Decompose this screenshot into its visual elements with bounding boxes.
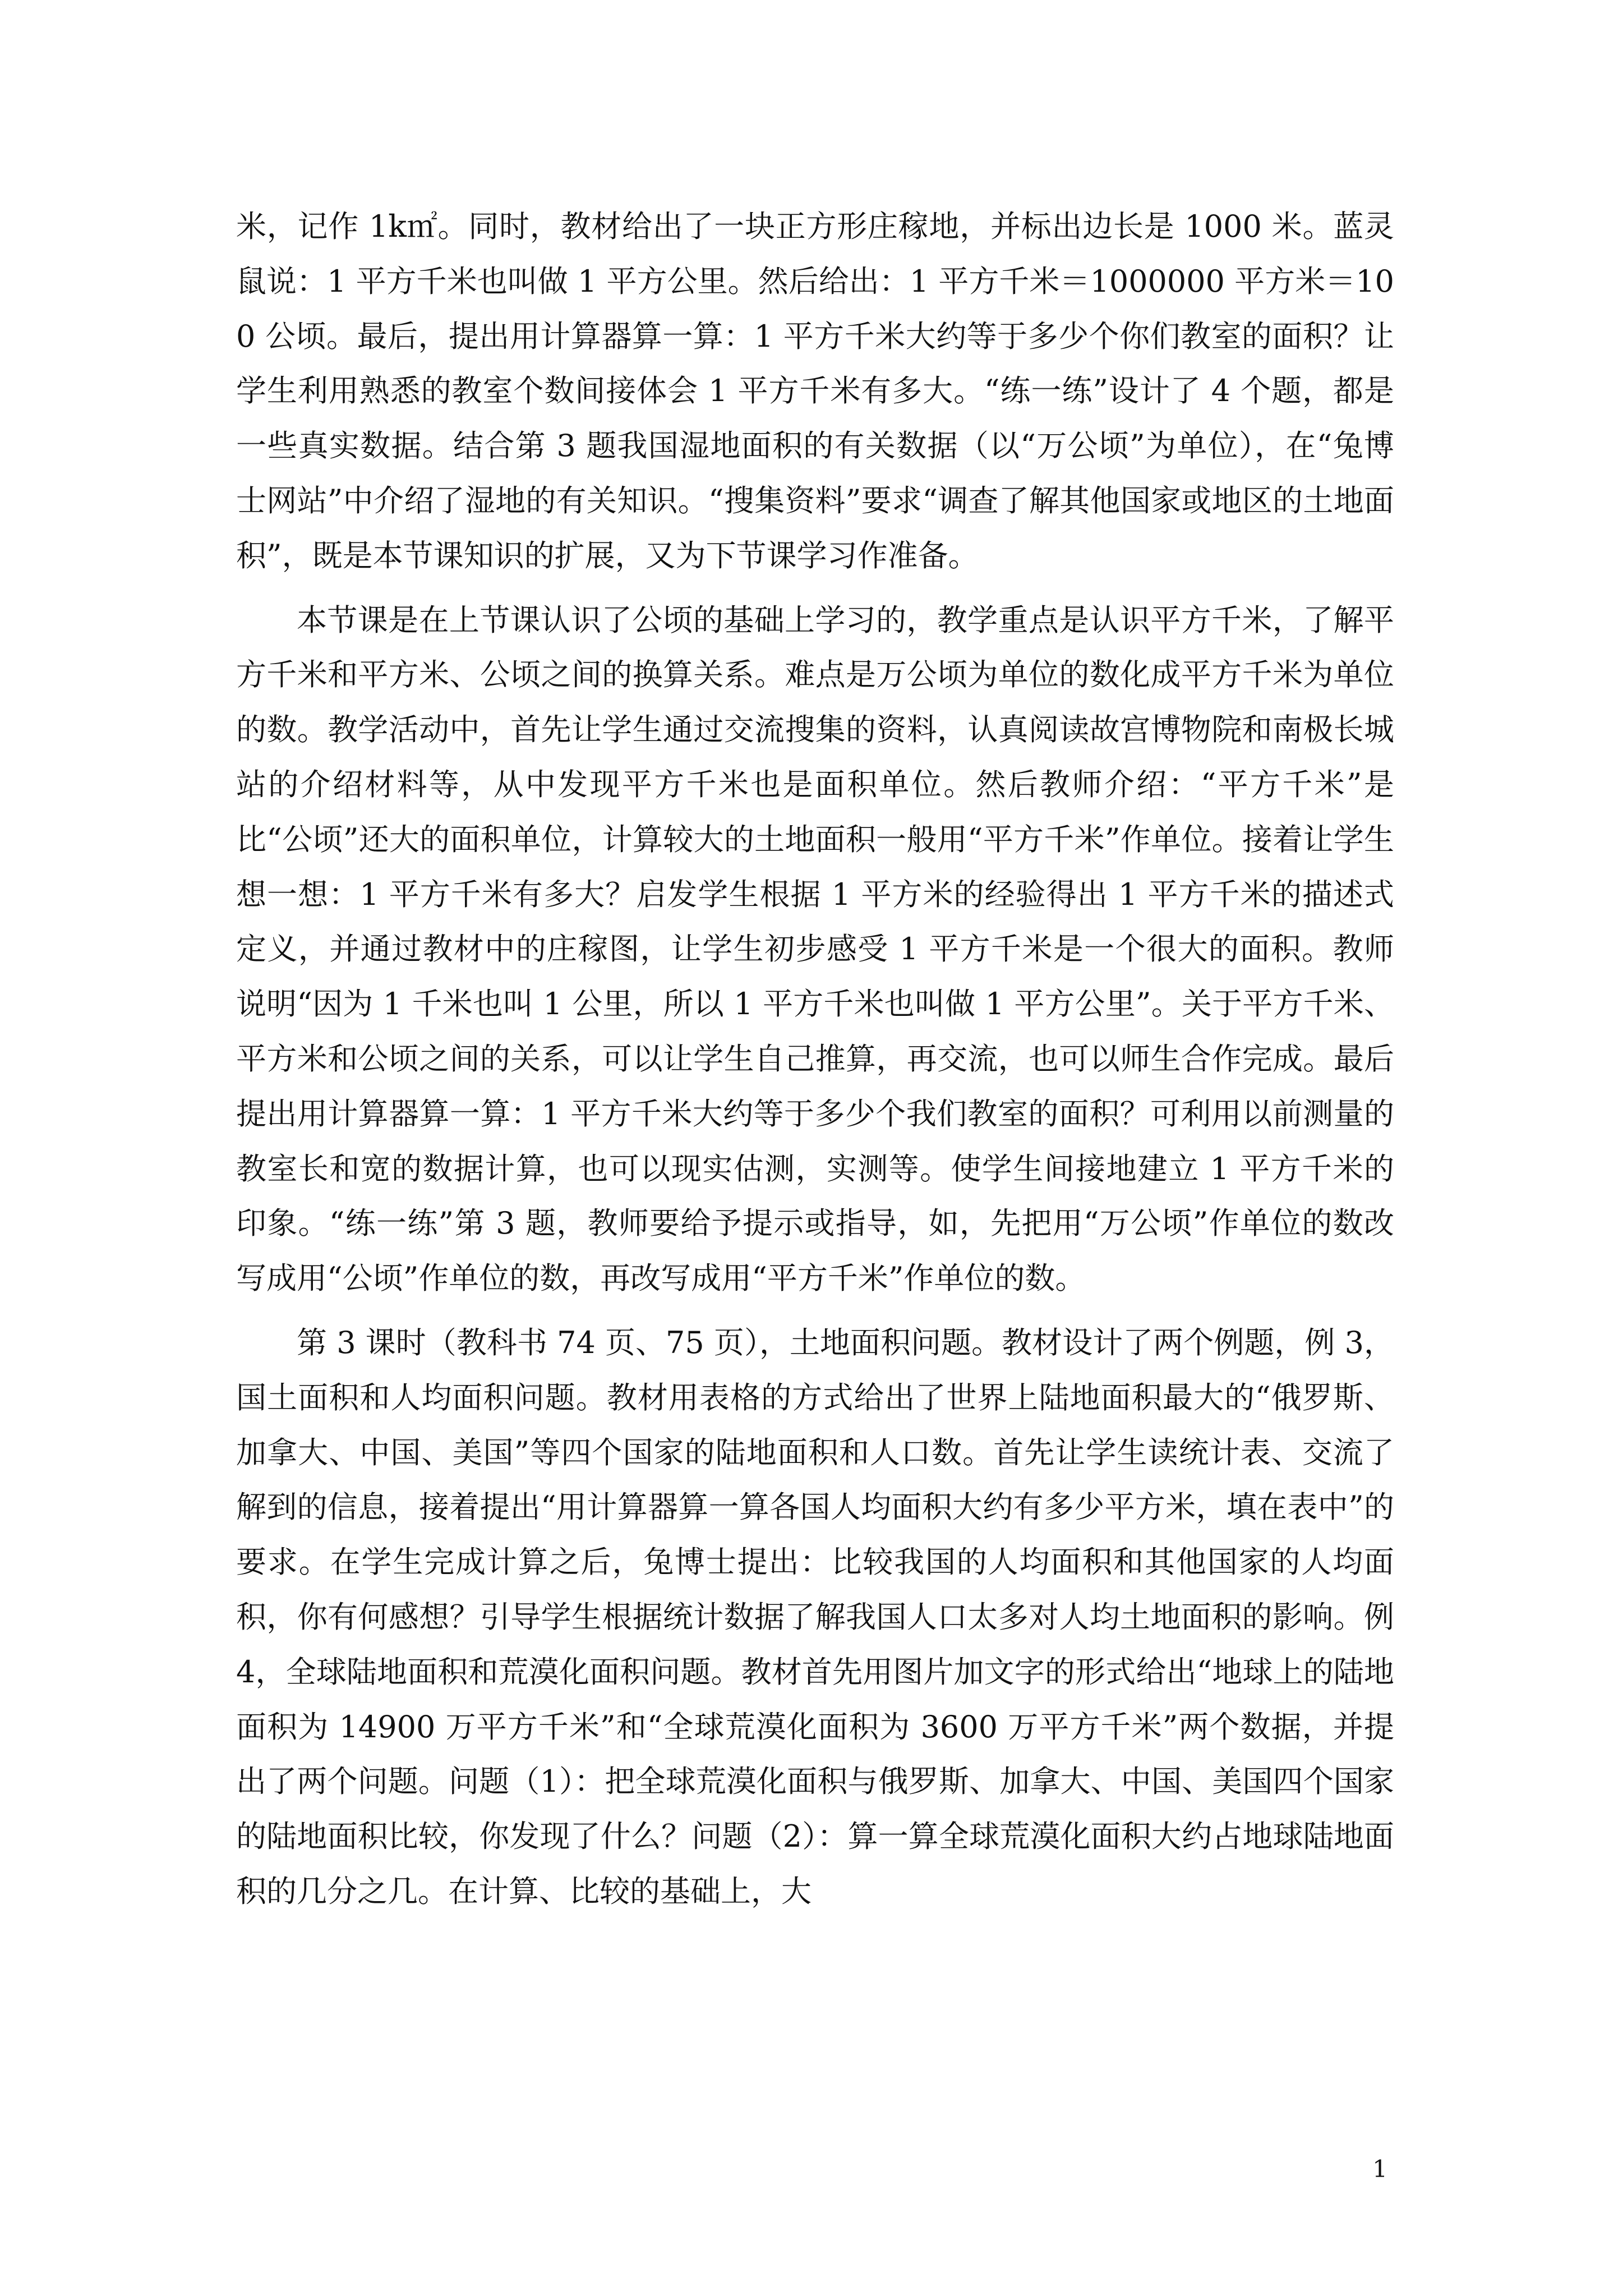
paragraph-3: 第 3 课时（教科书 74 页、75 页），土地面积问题。教材设计了两个例题，例 3，国土面积和人均面积问题。教材用表格的方式给出了世界上陆地面积最大的“俄罗斯、加拿大、中国、美国”等四个国家的陆地面积和人口数。首先让学生读统计表、交流了解到的信息，接着提出“用计算器算一算各国人均面积大约有多少平方米，填在表中”的要求。在学生完成计算之后，兔博士提出：比较我国的人均面积和其他国家的人均面积，你有何感想？引导学生根据统计数据了解我国人口太多对人均土地面积的影响。例 4，全球陆地面积和荒漠化面积问题。教材首先用图片加文字的形式给出“地球上的陆地面积为 14900 万平方千米”和“全球荒漠化面积为 3600 万平方千米”两个数据，并提出了两个问题。问题（1）：把全球荒漠化面积与俄罗斯、加拿大、中国、美国四个国家的陆地面积比较，你发现了什么？问题（2）：算一算全球荒漠化面积大约占地球陆地面积的几分之几。在计算、比较的基础上，大 (236, 1324, 1394, 1909)
paragraph-1: 米，记作 1k㎡。同时，教材给出了一块正方形庄稼地，并标出边长是 1000 米。蓝灵鼠说：1 平方千米也叫做 1 平方公里。然后给出：1 平方千米＝1000000 平方米＝100 公顷。最后，提出用计算器算一算：1 平方千米大约等于多少个你们教室的面积？让学生利用熟悉的教室个数间接体会 1 平方千米有多大。“练一练”设计了 4 个题，都是一些真实数据。结合第 3 题我国湿地面积的有关数据（以“万公顷”为单位），在“兔博士网站”中介绍了湿地的有关知识。“搜集资料”要求“调查了解其他国家或地区的土地面积”，既是本节课知识的扩展，又为下节课学习作准备。 (236, 209, 1394, 573)
document-body (236, 199, 1394, 1929)
paragraph-2: 本节课是在上节课认识了公顷的基础上学习的，教学重点是认识平方千米，了解平方千米和平方米、公顷之间的换算关系。难点是万公顷为单位的数化成平方千米为单位的数。教学活动中，首先让学生通过交流搜集的资料，认真阅读故宫博物院和南极长城站的介绍材料等，从中发现平方千米也是面积单位。然后教师介绍：“平方千米”是比“公顷”还大的面积单位，计算较大的土地面积一般用“平方千米”作单位。接着让学生想一想：1 平方千米有多大？启发学生根据 1 平方米的经验得出 1 平方千米的描述式定义，并通过教材中的庄稼图，让学生初步感受 1 平方千米是一个很大的面积。教师说明“因为 1 千米也叫 1 公里，所以 1 平方千米也叫做 1 平方公里”。关于平方千米、平方米和公顷之间的关系，可以让学生自己推算，再交流，也可以师生合作完成。最后提出用计算器算一算：1 平方千米大约等于多少个我们教室的面积？可利用以前测量的教室长和宽的数据计算，也可以现实估测，实测等。使学生间接地建立 1 平方千米的印象。“练一练”第 3 题，教师要给予提示或指导，如，先把用“万公顷”作单位的数改写成用“公顷”作单位的数，再改写成用“平方千米”作单位的数。 (236, 602, 1394, 1296)
page-number: 1 (1372, 2155, 1387, 2183)
